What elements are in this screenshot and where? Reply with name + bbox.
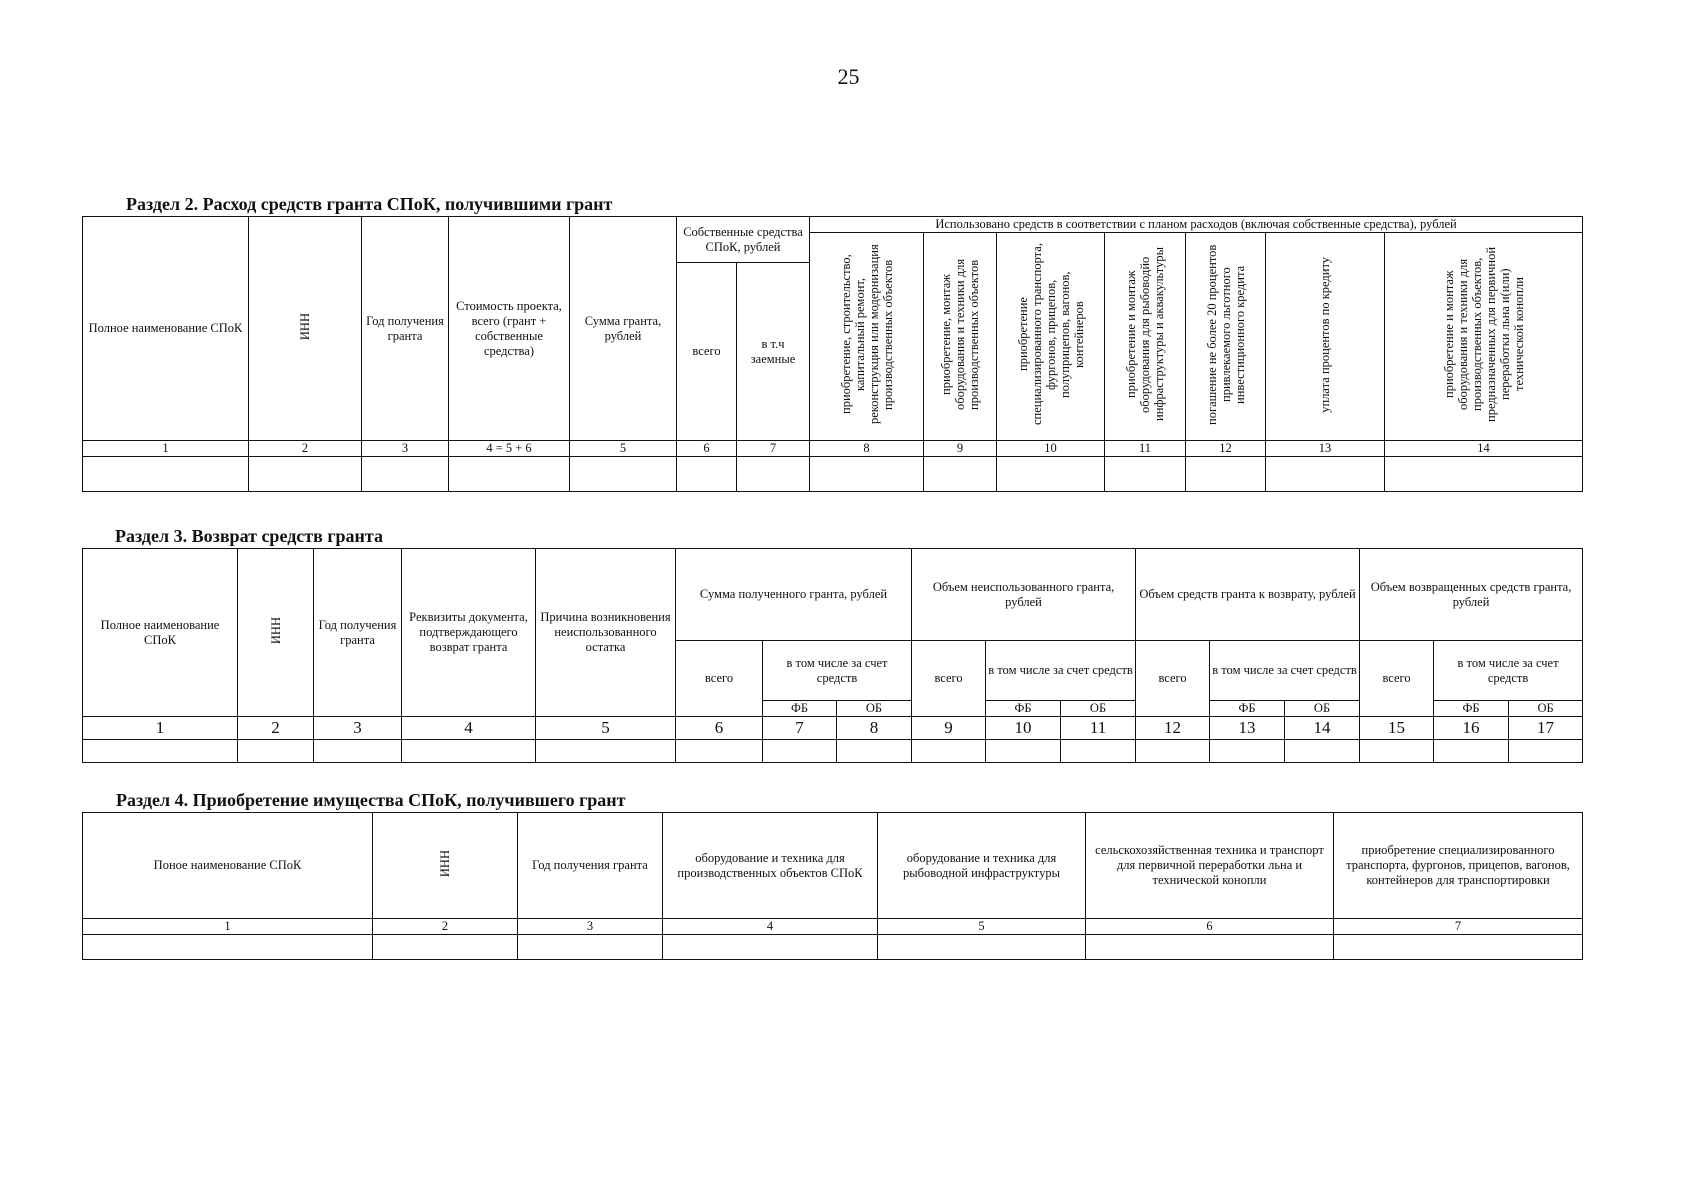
data-cell[interactable] xyxy=(314,740,402,763)
header-own-funds: Собственные средства СПоК, рублей xyxy=(677,217,810,263)
header-year: Год получения гранта xyxy=(362,217,449,441)
header-inn-label: ИНН xyxy=(268,616,283,645)
data-cell[interactable] xyxy=(362,457,449,492)
col-number: 13 xyxy=(1266,441,1385,457)
header-c12 xyxy=(1186,233,1266,441)
header-c14 xyxy=(1385,233,1583,441)
header-c8 xyxy=(810,233,924,441)
col-number: 15 xyxy=(1360,717,1434,740)
data-cell[interactable] xyxy=(449,457,570,492)
data-row xyxy=(83,935,1583,960)
data-cell[interactable] xyxy=(1186,457,1266,492)
col-number: 1 xyxy=(83,717,238,740)
col-number: 1 xyxy=(83,919,373,935)
col-number: 4 xyxy=(663,919,878,935)
data-cell[interactable] xyxy=(1285,740,1360,763)
data-cell[interactable] xyxy=(1136,740,1210,763)
data-cell[interactable] xyxy=(1210,740,1285,763)
col-number: 10 xyxy=(986,717,1061,740)
header-c13-label: уплата процентов по кредиту xyxy=(1318,256,1332,413)
col-number: 2 xyxy=(249,441,362,457)
header-unused-grant: Объем неиспользованного гранта, рублей xyxy=(912,549,1136,641)
col-number: 2 xyxy=(373,919,518,935)
data-cell[interactable] xyxy=(1434,740,1509,763)
header-returned: Объем возвращенных средств гранта, рублей xyxy=(1360,549,1583,641)
header-ob: ОБ xyxy=(837,701,912,717)
data-cell[interactable] xyxy=(676,740,763,763)
data-cell[interactable] xyxy=(1509,740,1583,763)
col-number: 5 xyxy=(570,441,677,457)
header-c12-label: погашение не более 20 процентов привлекаемого льготного инвестиционного кредита xyxy=(1204,244,1247,425)
header-fb: ФБ xyxy=(1434,701,1509,717)
col-number: 3 xyxy=(518,919,663,935)
header-inn-label: ИНН xyxy=(298,312,312,341)
col-number: 11 xyxy=(1061,717,1136,740)
col-number: 9 xyxy=(912,717,986,740)
page-number: 25 xyxy=(837,64,860,89)
header-c8-label: приобретение, строительство, капитальный ремонт, реконструкция или модернизация производственных объектов xyxy=(838,244,895,425)
data-cell[interactable] xyxy=(663,935,878,960)
data-cell[interactable] xyxy=(1385,457,1583,492)
data-cell[interactable] xyxy=(810,457,924,492)
col-number: 8 xyxy=(810,441,924,457)
col-number: 8 xyxy=(837,717,912,740)
col-number: 14 xyxy=(1285,717,1360,740)
numbering-row xyxy=(83,441,1583,457)
header-cost: Стоимость проекта, всего (грант + собственные средства) xyxy=(449,217,570,441)
data-cell[interactable] xyxy=(402,740,536,763)
col-number: 9 xyxy=(924,441,997,457)
data-cell[interactable] xyxy=(997,457,1105,492)
header-received-grant: Сумма полученного гранта, рублей xyxy=(676,549,912,641)
col-number: 6 xyxy=(677,441,737,457)
col-number: 12 xyxy=(1186,441,1266,457)
header-fb: ФБ xyxy=(1210,701,1285,717)
col-number: 5 xyxy=(536,717,676,740)
col-number: 1 xyxy=(83,441,249,457)
header-fb: ФБ xyxy=(986,701,1061,717)
header-doc: Реквизиты документа, подтверждающего возврат гранта xyxy=(402,549,536,717)
data-cell[interactable] xyxy=(878,935,1086,960)
header-c7: приобретение специализированного транспорта, фургонов, прицепов, вагонов, контейнеров для транспортировки xyxy=(1334,813,1583,919)
header-c13 xyxy=(1266,233,1385,441)
header-total: всего xyxy=(1136,641,1210,717)
col-number: 10 xyxy=(997,441,1105,457)
header-year: Год получения гранта xyxy=(518,813,663,919)
data-cell[interactable] xyxy=(83,935,373,960)
header-c10 xyxy=(997,233,1105,441)
header-own-loans: в т.ч заемные xyxy=(737,263,810,441)
header-to-return: Объем средств гранта к возврату, рублей xyxy=(1136,549,1360,641)
data-cell[interactable] xyxy=(249,457,362,492)
data-cell[interactable] xyxy=(912,740,986,763)
header-incl: в том числе за счет средств xyxy=(1210,641,1360,701)
header-inn xyxy=(373,813,518,919)
header-reason: Причина возникновения неиспользованного остатка xyxy=(536,549,676,717)
header-inn xyxy=(238,549,314,717)
data-cell[interactable] xyxy=(83,457,249,492)
header-inn xyxy=(249,217,362,441)
col-number: 3 xyxy=(314,717,402,740)
col-number: 7 xyxy=(1334,919,1583,935)
header-incl: в том числе за счет средств xyxy=(1434,641,1583,701)
section-2-title: Раздел 2. Расход средств гранта СПоК, получившими грант xyxy=(126,194,613,214)
data-cell[interactable] xyxy=(1061,740,1136,763)
data-cell[interactable] xyxy=(737,457,810,492)
data-cell[interactable] xyxy=(536,740,676,763)
data-cell[interactable] xyxy=(1360,740,1434,763)
header-c14-label: приобретение и монтаж оборудования и техники для производственных объектов, предназначенных для первичной переработки льна и(или) технической конопли xyxy=(1441,246,1526,423)
header-total: всего xyxy=(676,641,763,717)
col-number: 2 xyxy=(238,717,314,740)
col-number: 11 xyxy=(1105,441,1186,457)
header-ob: ОБ xyxy=(1509,701,1583,717)
data-cell[interactable] xyxy=(1266,457,1385,492)
header-used-funds: Использовано средств в соответствии с планом расходов (включая собственные средства), рублей xyxy=(810,217,1583,233)
col-number: 12 xyxy=(1136,717,1210,740)
data-cell[interactable] xyxy=(83,740,238,763)
data-cell[interactable] xyxy=(238,740,314,763)
col-number: 17 xyxy=(1509,717,1583,740)
col-number: 4 xyxy=(402,717,536,740)
col-number: 14 xyxy=(1385,441,1583,457)
header-own-total: всего xyxy=(677,263,737,441)
col-number: 4 = 5 + 6 xyxy=(449,441,570,457)
header-name: Поное наименование СПоК xyxy=(83,813,373,919)
header-c9 xyxy=(924,233,997,441)
data-cell[interactable] xyxy=(837,740,912,763)
section-4-title: Раздел 4. Приобретение имущества СПоК, получившего грант xyxy=(116,790,626,810)
data-cell[interactable] xyxy=(1086,935,1334,960)
header-name: Полное наименование СПоК xyxy=(83,549,238,717)
data-row xyxy=(83,457,1583,492)
header-grant-sum: Сумма гранта, рублей xyxy=(570,217,677,441)
header-year: Год получения гранта xyxy=(314,549,402,717)
col-number: 5 xyxy=(878,919,1086,935)
col-number: 3 xyxy=(362,441,449,457)
data-row xyxy=(83,740,1583,763)
data-cell[interactable] xyxy=(518,935,663,960)
header-c11 xyxy=(1105,233,1186,441)
header-total: всего xyxy=(912,641,986,717)
numbering-row xyxy=(83,919,1583,935)
header-ob: ОБ xyxy=(1061,701,1136,717)
data-cell[interactable] xyxy=(570,457,677,492)
header-c9-label: приобретение, монтаж оборудования и техники для производственных объектов xyxy=(939,258,981,411)
header-c5: оборудование и техника для рыбоводной инфраструктуры xyxy=(878,813,1086,919)
header-incl: в том числе за счет средств xyxy=(763,641,912,701)
section-3-table xyxy=(82,548,1583,763)
data-cell[interactable] xyxy=(1105,457,1186,492)
col-number: 7 xyxy=(763,717,837,740)
header-incl: в том числе за счет средств xyxy=(986,641,1136,701)
section-2-table xyxy=(82,216,1583,492)
data-cell[interactable] xyxy=(763,740,837,763)
header-total: всего xyxy=(1360,641,1434,717)
header-fb: ФБ xyxy=(763,701,837,717)
header-inn-label: ИНН xyxy=(438,849,452,878)
data-cell[interactable] xyxy=(373,935,518,960)
header-ob: ОБ xyxy=(1285,701,1360,717)
col-number: 7 xyxy=(737,441,810,457)
section-3-title: Раздел 3. Возврат средств гранта xyxy=(115,526,383,546)
header-name: Полное наименование СПоК xyxy=(83,217,249,441)
col-number: 16 xyxy=(1434,717,1509,740)
data-cell[interactable] xyxy=(924,457,997,492)
header-c10-label: приобретение специализированного транспорта, фургонов, прицепов, полуприцепов, вагонов, контейнеров xyxy=(1015,243,1086,426)
data-cell[interactable] xyxy=(677,457,737,492)
numbering-row xyxy=(83,717,1583,740)
col-number: 6 xyxy=(1086,919,1334,935)
col-number: 13 xyxy=(1210,717,1285,740)
col-number: 6 xyxy=(676,717,763,740)
section-4-table xyxy=(82,812,1583,960)
header-c6: сельскохозяйственная техника и транспорт для первичной переработки льна и технической конопли xyxy=(1086,813,1334,919)
header-c11-label: приобретение и монтаж оборудования для рыбоводйо инфраструктуры и аквакультуры xyxy=(1124,247,1166,422)
data-cell[interactable] xyxy=(1334,935,1583,960)
header-c4: оборудование и техника для производственных объектов СПоК xyxy=(663,813,878,919)
data-cell[interactable] xyxy=(986,740,1061,763)
